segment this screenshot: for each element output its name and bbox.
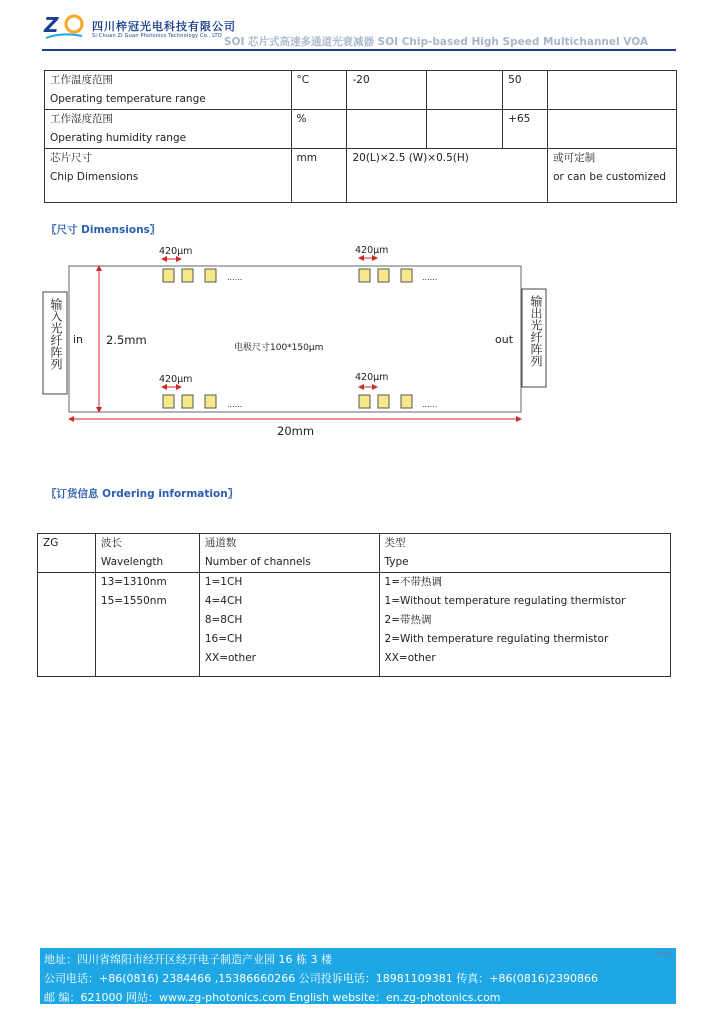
- table-cell: [548, 71, 677, 110]
- header-cn: 波长: [100, 537, 122, 549]
- table-cell: -20: [347, 71, 427, 110]
- option: 8=8CH: [204, 614, 243, 626]
- table-row: [45, 71, 677, 110]
- table-cell: [347, 110, 427, 149]
- ordering-table: [37, 533, 671, 677]
- electrode-pad: [378, 395, 389, 408]
- table-cell: [427, 71, 503, 110]
- param-name-en: Operating temperature range: [50, 93, 206, 105]
- page-number: 244: [656, 950, 672, 959]
- output-fiber-array-label: 输出光纤阵列: [529, 295, 543, 367]
- table-cell: [379, 534, 670, 573]
- table-cell: 50: [503, 71, 548, 110]
- table-cell: [199, 573, 379, 677]
- param-name-cn: 工作湿度范围: [50, 113, 113, 125]
- table-row: [38, 534, 671, 573]
- table-cell: mm: [291, 149, 347, 203]
- electrode-pad: [401, 395, 412, 408]
- table-cell: °C: [291, 71, 347, 110]
- pad-ellipsis: ......: [422, 273, 438, 282]
- param-name-en: Chip Dimensions: [50, 171, 139, 183]
- pad-ellipsis: ......: [227, 273, 243, 282]
- option: 1=1CH: [204, 576, 243, 588]
- pitch-label: 420μm: [159, 374, 193, 385]
- header-cn: 通道数: [204, 537, 237, 549]
- footer-address: 地址：四川省绵阳市经开区经开电子制造产业园 16 栋 3 楼: [44, 953, 332, 966]
- dimensions-diagram: [38, 242, 558, 442]
- electrode-size-label: 电极尺寸100*150μm: [234, 343, 324, 353]
- note-en: or can be customized: [553, 171, 667, 183]
- electrode-pad: [359, 269, 370, 282]
- table-cell: +65: [503, 110, 548, 149]
- electrode-pad: [163, 269, 174, 282]
- table-row: [38, 573, 671, 677]
- input-fiber-array-label: 输入光纤阵列: [49, 298, 63, 370]
- spec-table: [44, 70, 677, 203]
- option: 15=1550nm: [100, 595, 167, 607]
- param-name-cn: 芯片尺寸: [50, 152, 92, 164]
- option: XX=other: [384, 652, 436, 664]
- option: XX=other: [204, 652, 256, 664]
- header-en: Wavelength: [100, 556, 164, 568]
- table-cell: [548, 149, 677, 203]
- dimensions-title: 〖尺寸 Dimensions〗: [46, 224, 161, 236]
- pitch-label: 420μm: [355, 245, 389, 256]
- table-cell: ZG: [38, 534, 96, 573]
- table-cell: [95, 573, 199, 677]
- footer-phone: 公司电话：+86(0816) 2384466 ,15386660266 公司投诉电话：18981109381 传真：+86(0816)2390866: [44, 972, 599, 985]
- width-label: 2.5mm: [106, 333, 147, 347]
- electrode-pad: [378, 269, 389, 282]
- table-cell: [379, 573, 670, 677]
- table-cell: [199, 534, 379, 573]
- electrode-pad: [205, 269, 216, 282]
- electrode-pad: [163, 395, 174, 408]
- electrode-pad: [205, 395, 216, 408]
- company-logo: [42, 12, 90, 44]
- company-name-en: Si Chuan Zi Guan Photonics Technology Co., LTD: [92, 33, 222, 39]
- footer: [40, 948, 676, 1004]
- out-label: out: [495, 333, 514, 346]
- table-cell: [38, 573, 96, 677]
- length-label: 20mm: [277, 424, 315, 438]
- pad-ellipsis: ......: [422, 400, 438, 409]
- table-cell: [548, 110, 677, 149]
- table-cell: 20(L)×2.5 (W)×0.5(H): [347, 149, 548, 203]
- footer-contact: 邮 编：621000 网站：www.zg-photonics.com English website：en.zg-photonics.com: [44, 991, 501, 1004]
- pitch-label: 420μm: [355, 372, 389, 383]
- electrode-pad: [182, 395, 193, 408]
- table-cell: [95, 534, 199, 573]
- table-cell: %: [291, 110, 347, 149]
- option: 4=4CH: [204, 595, 243, 607]
- pitch-label: 420μm: [159, 246, 193, 257]
- option: 16=CH: [204, 633, 243, 645]
- header-en: Number of channels: [204, 556, 311, 568]
- table-cell: [45, 110, 292, 149]
- header-cn: 类型: [384, 537, 406, 549]
- header-en: Type: [384, 556, 409, 568]
- header-divider: [42, 49, 676, 51]
- in-label: in: [73, 333, 84, 346]
- option: 1=Without temperature regulating thermistor: [384, 595, 626, 607]
- param-name-en: Operating humidity range: [50, 132, 187, 144]
- svg-text:Z: Z: [44, 13, 59, 37]
- document-title: SOI 芯片式高速多通道光衰减器 SOI Chip-based High Speed Multichannel VOA: [223, 36, 648, 48]
- option: 1=不带热调: [384, 576, 442, 588]
- param-name-cn: 工作温度范围: [50, 74, 113, 86]
- pad-ellipsis: ......: [227, 400, 243, 409]
- option: 13=1310nm: [100, 576, 167, 588]
- company-name-cn: 四川梓冠光电科技有限公司: [92, 20, 236, 33]
- table-row: [45, 149, 677, 203]
- table-cell: [45, 71, 292, 110]
- table-cell: [427, 110, 503, 149]
- table-row: [45, 110, 677, 149]
- option: 2=带热调: [384, 614, 432, 626]
- electrode-pad: [182, 269, 193, 282]
- note-cn: 或可定制: [553, 152, 596, 164]
- ordering-title: 〖订货信息 Ordering information〗: [46, 488, 239, 500]
- option: 2=With temperature regulating thermistor: [384, 633, 609, 645]
- table-cell: [45, 149, 292, 203]
- electrode-pad: [401, 269, 412, 282]
- electrode-pad: [359, 395, 370, 408]
